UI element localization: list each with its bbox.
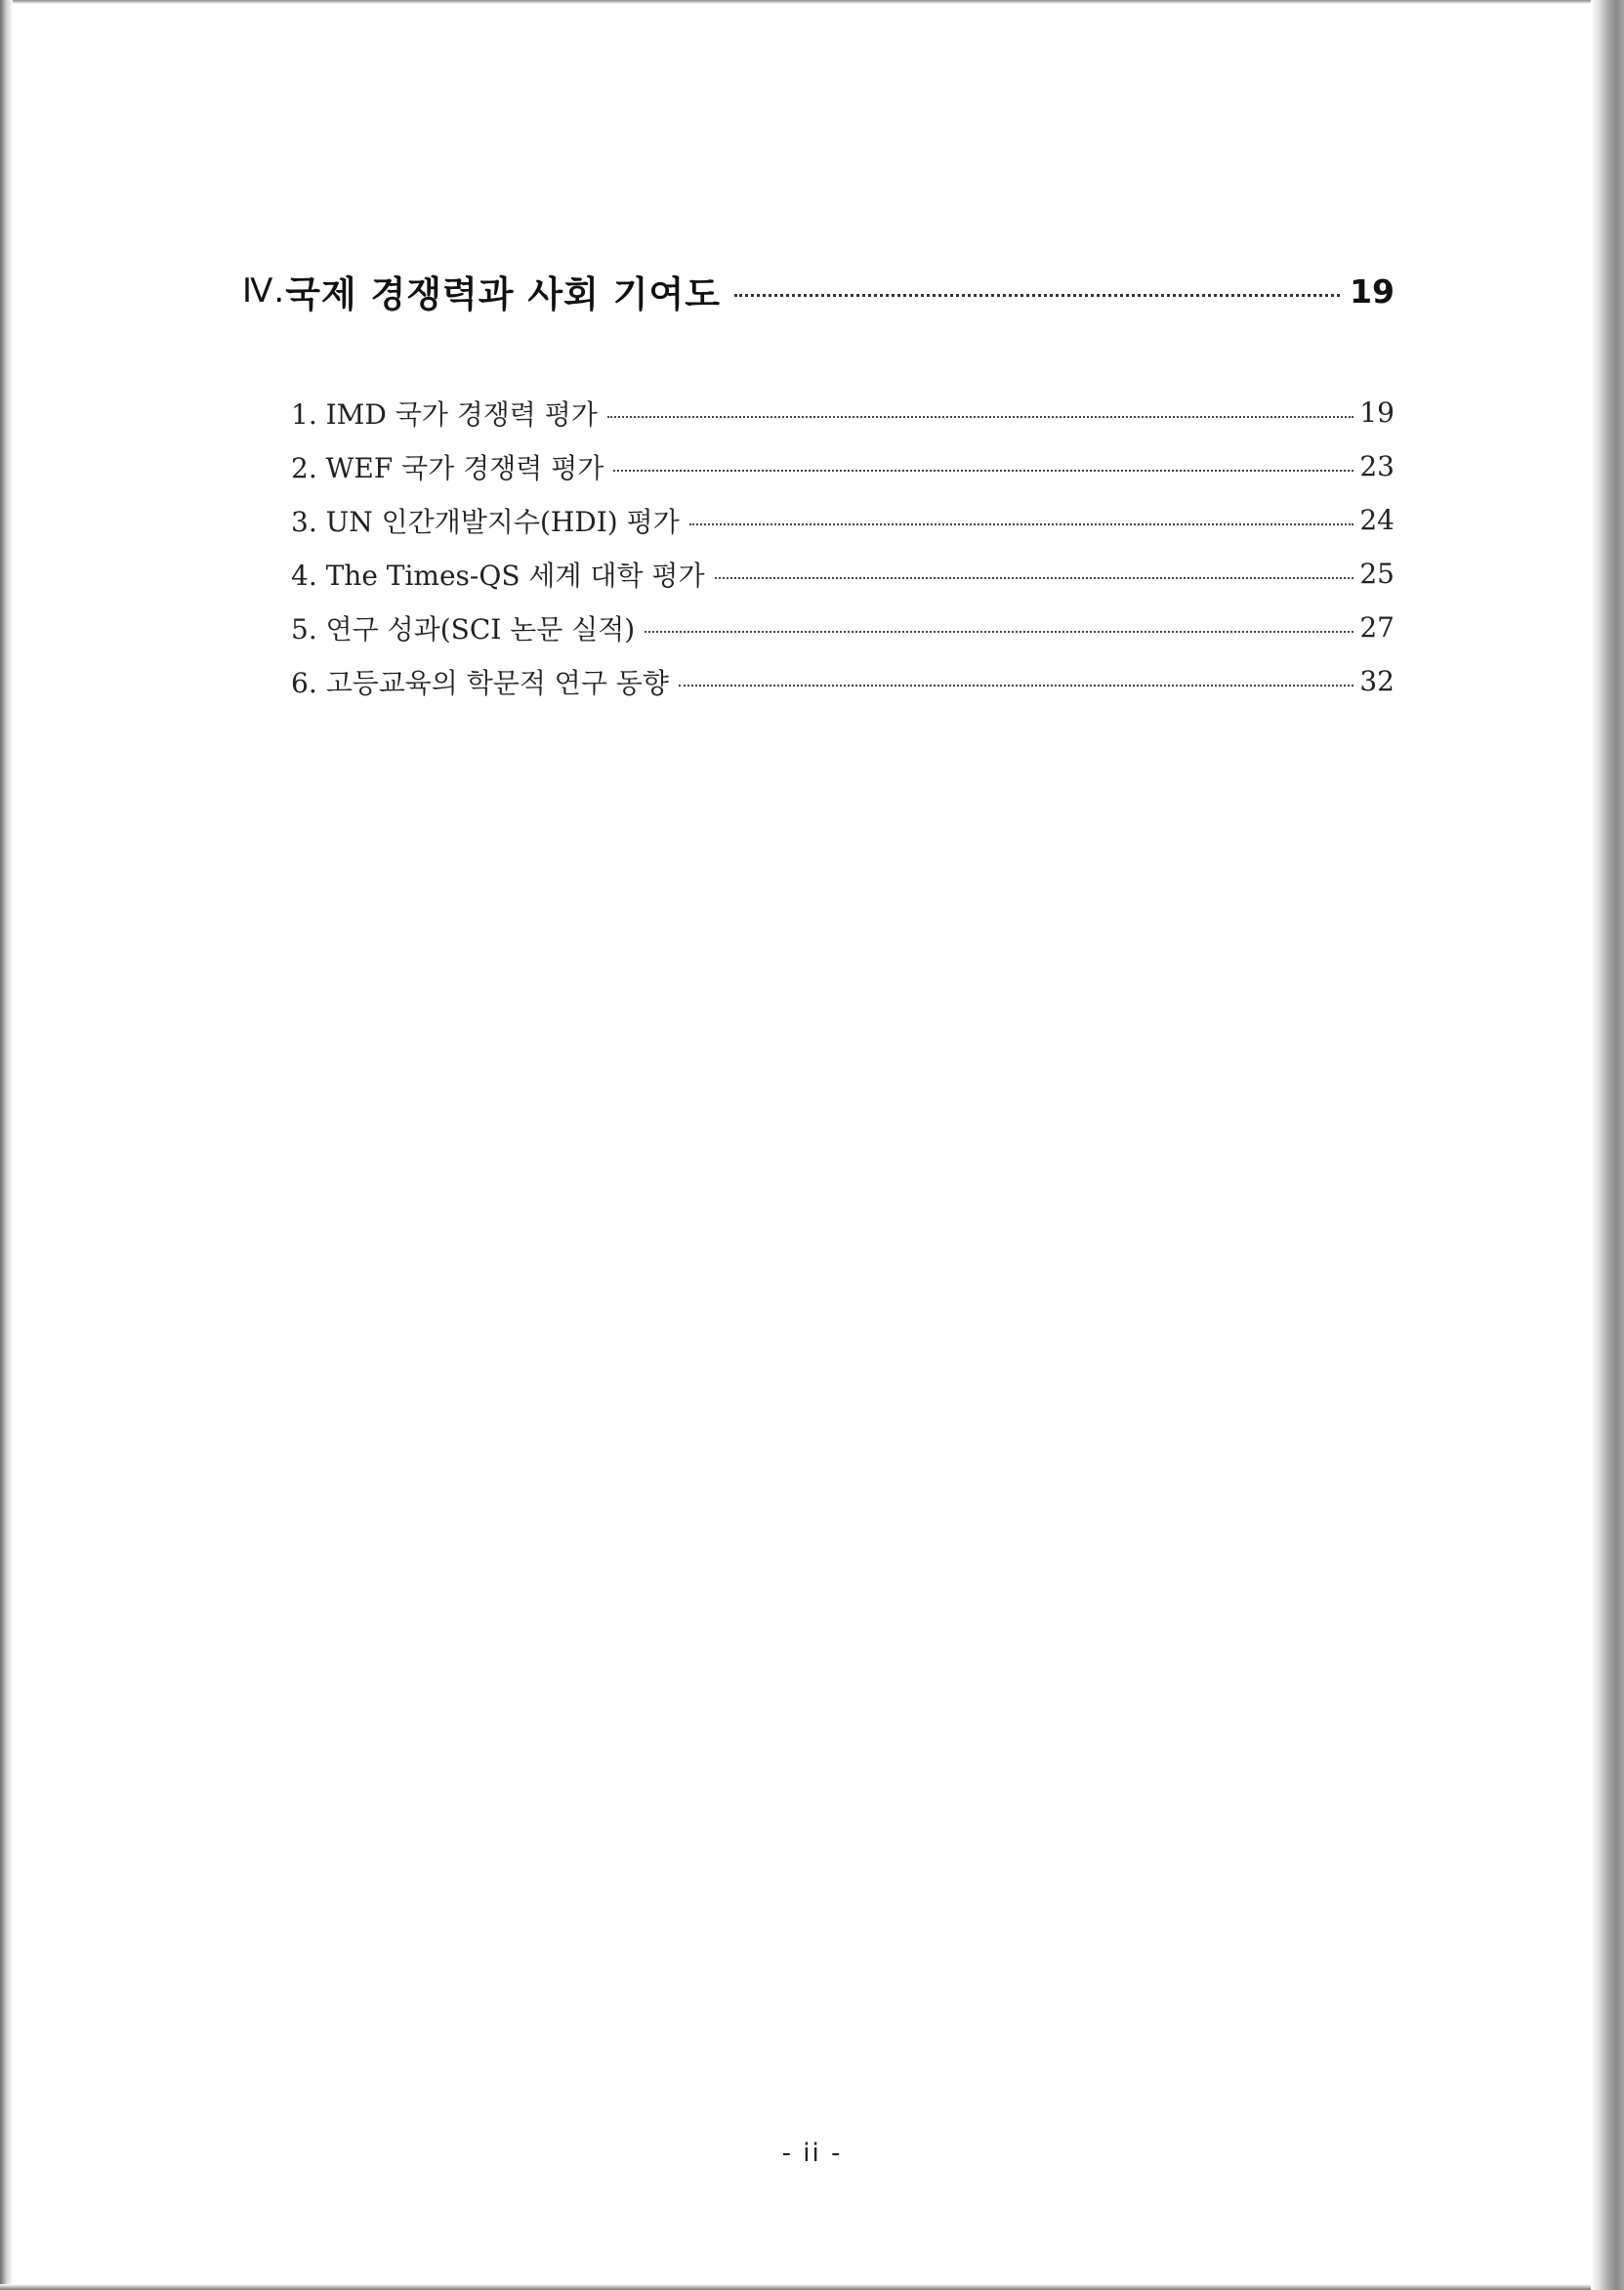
dot-leader: [613, 470, 1353, 472]
section-page-number: 19: [1350, 271, 1395, 311]
dot-leader: [679, 685, 1353, 687]
toc-entry-label: 1. IMD 국가 경쟁력 평가: [291, 397, 598, 431]
toc-section-heading: [242, 262, 1395, 320]
toc-entry-page: 24: [1359, 504, 1395, 536]
toc-entry-label: 4. The Times-QS 세계 대학 평가: [291, 559, 705, 592]
toc-entry-list: [291, 386, 1395, 708]
toc-entry: [291, 493, 1395, 547]
toc-entry-label: 3. UN 인간개발지수(HDI) 평가: [291, 505, 680, 538]
footer-page-number: - ii -: [781, 2139, 843, 2168]
toc-entry: [291, 654, 1395, 708]
toc-entry-label: 5. 연구 성과(SCI 논문 실적): [291, 612, 636, 645]
toc-entry: [291, 601, 1395, 654]
toc-entry-label: 6. 고등교육의 학문적 연구 동향: [291, 666, 669, 699]
toc-entry: [291, 439, 1395, 493]
dot-leader: [715, 577, 1354, 579]
page-edge-right: [1591, 0, 1624, 2290]
page-edge-top: [0, 0, 1624, 4]
section-title: 국제 경쟁력과 사회 기여도: [285, 273, 721, 315]
toc-entry-page: 32: [1359, 665, 1395, 697]
page-edge-left: [0, 0, 13, 2290]
dot-leader: [689, 523, 1354, 525]
toc-entry-page: 25: [1359, 558, 1395, 590]
page-edge-bottom: [0, 2284, 1624, 2290]
dot-leader: [645, 631, 1353, 633]
toc-entry-label: 2. WEF 국가 경쟁력 평가: [291, 451, 604, 484]
dot-leader: [607, 416, 1354, 418]
toc-entry-page: 27: [1359, 611, 1395, 644]
toc-entry: [291, 386, 1395, 439]
toc-entry-page: 19: [1359, 396, 1395, 429]
toc-entry-page: 23: [1359, 450, 1395, 482]
section-numeral: Ⅳ.: [242, 271, 286, 311]
dot-leader: [734, 294, 1340, 297]
toc-entry: [291, 547, 1395, 601]
